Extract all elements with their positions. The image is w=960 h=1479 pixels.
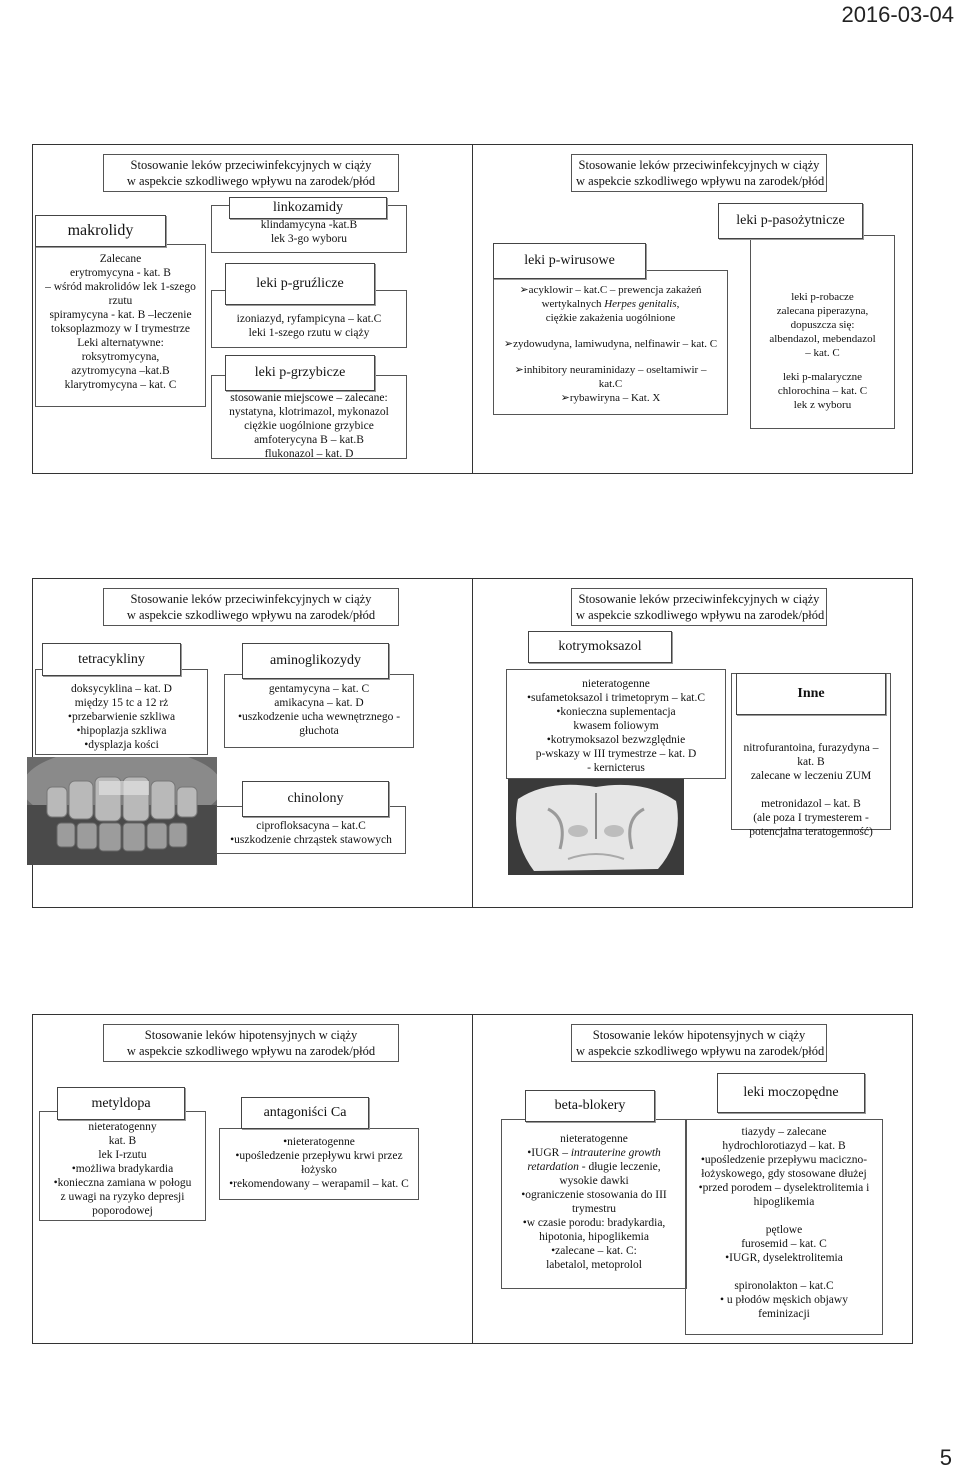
text-line: – kat. C [805,347,840,359]
text-line: głuchota [299,725,339,737]
text-line: nystatyna, klotrimazol, mykonazol [229,406,389,418]
kotrymoksazol-heading: kotrymoksazol [528,631,672,663]
text-line: - kernicterus [587,762,645,774]
arrow-bullet-icon: ➢ [560,392,570,404]
text-line: •dysplazja kości [84,739,159,751]
slide-title-line: w aspekcie szkodliwego wpływu na zarodek/płód [576,174,825,188]
slide-2 [472,144,913,474]
text-line: p-wskazy w III trymestrze – kat. D [535,748,697,760]
text-line: kat. B [108,1135,137,1147]
text-line: roksytromycyna, [81,351,160,363]
text-line: tiazydy – zalecane [741,1126,827,1138]
aminoglikozydy-text [224,682,414,738]
slide-title-line: w aspekcie szkodliwego wpływu na zarodek/płód [126,608,376,622]
text-line: •rekomendowany – werapamil – kat. C [229,1178,409,1190]
text-line: doksycyklina – kat. D [71,683,172,695]
text-line: •upośledzenie przepływu krwi przez [235,1150,403,1162]
slide-title [571,1024,827,1062]
text-line: (ale poza I trymesterem - [753,812,869,824]
text-line: leki p-robacze [791,291,854,303]
text-line: labetalol, metoprolol [546,1259,642,1271]
aminoglikozydy-heading: aminoglikozydy [242,643,389,679]
slide-title-line: w aspekcie szkodliwego wpływu na zarodek/płód [576,608,825,622]
grzybicze-text [207,391,411,461]
text-line: feminizacji [758,1308,810,1320]
text-line: erytromycyna - kat. B [70,267,171,279]
text-line: toksoplazmozy w I trymestrze [51,323,190,335]
antagonisci-ca-text [219,1135,419,1191]
text-line: •hipoplazja szkliwa [76,725,167,737]
slide-1 [32,144,473,474]
text-line: leki 1-szego rzutu w ciąży [248,327,370,339]
pasozytnicze-text [750,290,895,412]
slide-title [103,1024,399,1062]
text-line: •możliwa bradykardia [71,1163,174,1175]
text-line: •nieteratogenne [283,1136,355,1148]
text-line: chlorochina – kat. C [777,385,868,397]
text-line: lek I-rzutu [98,1149,147,1161]
text-line: hipoglikemia [753,1196,815,1208]
tetracykliny-text [35,682,208,752]
kotrymoksazol-text [506,677,726,775]
text-line: •konieczna suplementacja [556,706,676,718]
text-line: •sufametoksazol i trimetoprym – kat.C [526,692,706,704]
brain-section-photo [508,779,684,875]
moczopedne-text [685,1125,883,1321]
text-line: kat. B [797,756,825,768]
metyldopa-text [39,1120,206,1218]
text-line: Zalecane [99,253,142,265]
slide-title-line: Stosowanie leków przeciwinfekcyjnych w ciąży [578,158,820,172]
slide-title-line: Stosowanie leków przeciwinfekcyjnych w ciąży [130,158,372,172]
text-line: hipotonia, hipoglikemia [539,1231,649,1243]
page-number: 5 [939,1445,952,1470]
text-line: zalecana piperazyna, [776,305,869,317]
text-line: • u płodów męskich objawy [720,1294,848,1306]
text-line: stosowanie miejscowe – zalecane: [230,392,388,404]
text-line: leki p-malaryczne [782,371,863,383]
text-line: kat.C [598,378,623,390]
text-line: amikacyna – kat. D [274,697,364,709]
text-line: z uwagi na ryzyko depresji [60,1191,185,1203]
text-line: ciężkie zakażenia uogólnione [545,312,676,324]
chinolony-text [216,819,406,847]
wirusowe-heading: leki p-wirusowe [493,243,646,279]
text-line: hydrochlorotiazyd – kat. B [722,1140,846,1152]
text-line: dopuszcza się: [790,319,855,331]
makrolidy-heading: makrolidy [35,215,166,247]
text-line: amfoterycyna B – kat.B [254,434,364,446]
text-line: •uszkodzenie ucha wewnętrznego - [237,711,401,723]
slide-6 [472,1014,913,1344]
teeth-discoloration-photo [27,757,217,865]
antagonisci-ca-heading: antagoniści Ca [241,1097,369,1129]
text-line: zalecane w leczeniu ZUM [750,770,872,782]
arrow-bullet-icon: ➢ [514,364,524,376]
text-line: spironolakton – kat.C [734,1280,834,1292]
text-line: •kotrymoksazol bezwzględnie [546,734,686,746]
print-date: 2016-03-04 [841,2,954,27]
linkozamidy-text [211,218,407,246]
slide-4 [472,578,913,908]
slide-title [571,588,827,626]
text-line: spiramycyna - kat. B –leczenie [49,309,192,321]
text-line: •IUGR, dyselektrolitemia [725,1252,843,1264]
text-line: gentamycyna – kat. C [268,683,370,695]
text-line: •uszkodzenie chrząstek stawowych [230,834,392,846]
beta-blokery-text: nieteratogenne •IUGR – intrauterine growth retardation - długie leczenie, wysokie dawki •ograniczenie stosowania do III trymestru •w czasie porodu: bradykardia, hipotonia, hipoglikemia •zalecane – kat. C: labetalol, metoprolol [501,1132,687,1272]
slide-title-line: w aspekcie szkodliwego wpływu na zarodek/płód [126,1044,376,1058]
text-line: ciprofloksacyna – kat.C [256,820,366,832]
linkozamidy-heading: linkozamidy [229,197,387,219]
slide-3 [32,578,473,908]
text-line: nieteratogenne [582,678,650,690]
text-line: pętlowe [765,1224,803,1236]
chinolony-heading: chinolony [242,781,389,817]
text-line: nitrofurantoina, furazydyna – [743,742,879,754]
moczopedne-heading: leki moczopędne [717,1073,865,1113]
text-line: •konieczna zamiana w połogu [53,1177,192,1189]
tetracykliny-heading: tetracykliny [42,643,181,676]
grzybicze-heading: leki p-grzybicze [225,355,375,391]
inne-heading: Inne [736,673,886,715]
text-line: ciężkie uogólnione grzybice [244,420,374,432]
text-line: lek 3-go wyboru [270,233,347,245]
text-line: klarytromycyna – kat. C [64,379,177,391]
text-line: azytromycyna –kat.B [71,365,170,377]
text-line: łożysko [301,1164,337,1176]
text-line: wysokie dawki [559,1175,629,1187]
text-line: lek z wyboru [793,399,852,411]
text-line: •przed porodem – dyselektrolitemia i [698,1182,870,1194]
text-line: metronidazol – kat. B [761,798,861,810]
metyldopa-heading: metyldopa [57,1087,185,1120]
slide-title [103,588,399,626]
text-line: rzutu [108,295,133,307]
text-line: Leki alternatywne: [77,337,164,349]
text-line: flukonazol – kat. D [264,448,354,460]
pasozytnicze-heading: leki p-pasożytnicze [718,203,863,239]
slide-title-line: Stosowanie leków przeciwinfekcyjnych w ciąży [578,592,820,606]
text-line: trymestru [571,1203,617,1215]
slide-title [103,154,399,192]
text-line: albendazol, mebendazol [769,333,876,345]
gruzlicze-heading: leki p-gruźlicze [225,263,375,305]
slide-title-line: Stosowanie leków hipotensyjnych w ciąży [592,1028,806,1042]
arrow-bullet-icon: ➢ [503,338,514,350]
inne-text [731,741,891,839]
text-line: łożyskowego, gdy stosowane dłużej [701,1168,867,1180]
text-line: poporodowej [92,1205,153,1217]
text-line: potencjalna teratogenność) [749,826,873,838]
text-line: •w czasie porodu: bradykardia, [522,1217,666,1229]
text-line: •ograniczenie stosowania do III [521,1189,667,1201]
text-line: furosemid – kat. C [741,1238,827,1250]
text-line: klindamycyna -kat.B [260,219,358,231]
text-line: izoniazyd, ryfampicyna – kat.C [236,313,382,325]
text-line: między 15 tc a 12 rż [74,697,169,709]
wirusowe-text: ➢acyklowir – kat.C – prewencja zakażeń wertykalnych Herpes genitalis, ciężkie zakażenia uogólnione ➢zydowudyna, lamiwudyna, nelfinawir – kat. C ➢inhibitory neuraminidazy – oseltamiwir – kat.C ➢rybawiryna – Kat. X [493,283,728,405]
beta-blokery-heading: beta-blokery [525,1090,655,1122]
text-line: •zalecane – kat. C: [551,1245,637,1257]
text-line: kwasem foliowym [573,720,659,732]
slide-title [571,154,827,192]
text-line: •przebarwienie szkliwa [67,711,176,723]
slide-title-line: Stosowanie leków przeciwinfekcyjnych w ciąży [130,592,372,606]
slide-title-line: Stosowanie leków hipotensyjnych w ciąży [144,1028,358,1042]
slide-5 [32,1014,473,1344]
arrow-bullet-icon: ➢ [519,284,529,296]
text-line: nieteratogenne [560,1133,628,1145]
slide-title-line: w aspekcie szkodliwego wpływu na zarodek/płód [126,174,376,188]
gruzlicze-text [211,312,407,340]
slide-title-line: w aspekcie szkodliwego wpływu na zarodek/płód [576,1044,825,1058]
text-line: – wśród makrolidów lek 1-szego [45,281,196,293]
text-line: •upośledzenie przepływu maciczno- [700,1154,868,1166]
makrolidy-text [35,252,206,392]
text-line: nieteratogenny [88,1121,157,1133]
